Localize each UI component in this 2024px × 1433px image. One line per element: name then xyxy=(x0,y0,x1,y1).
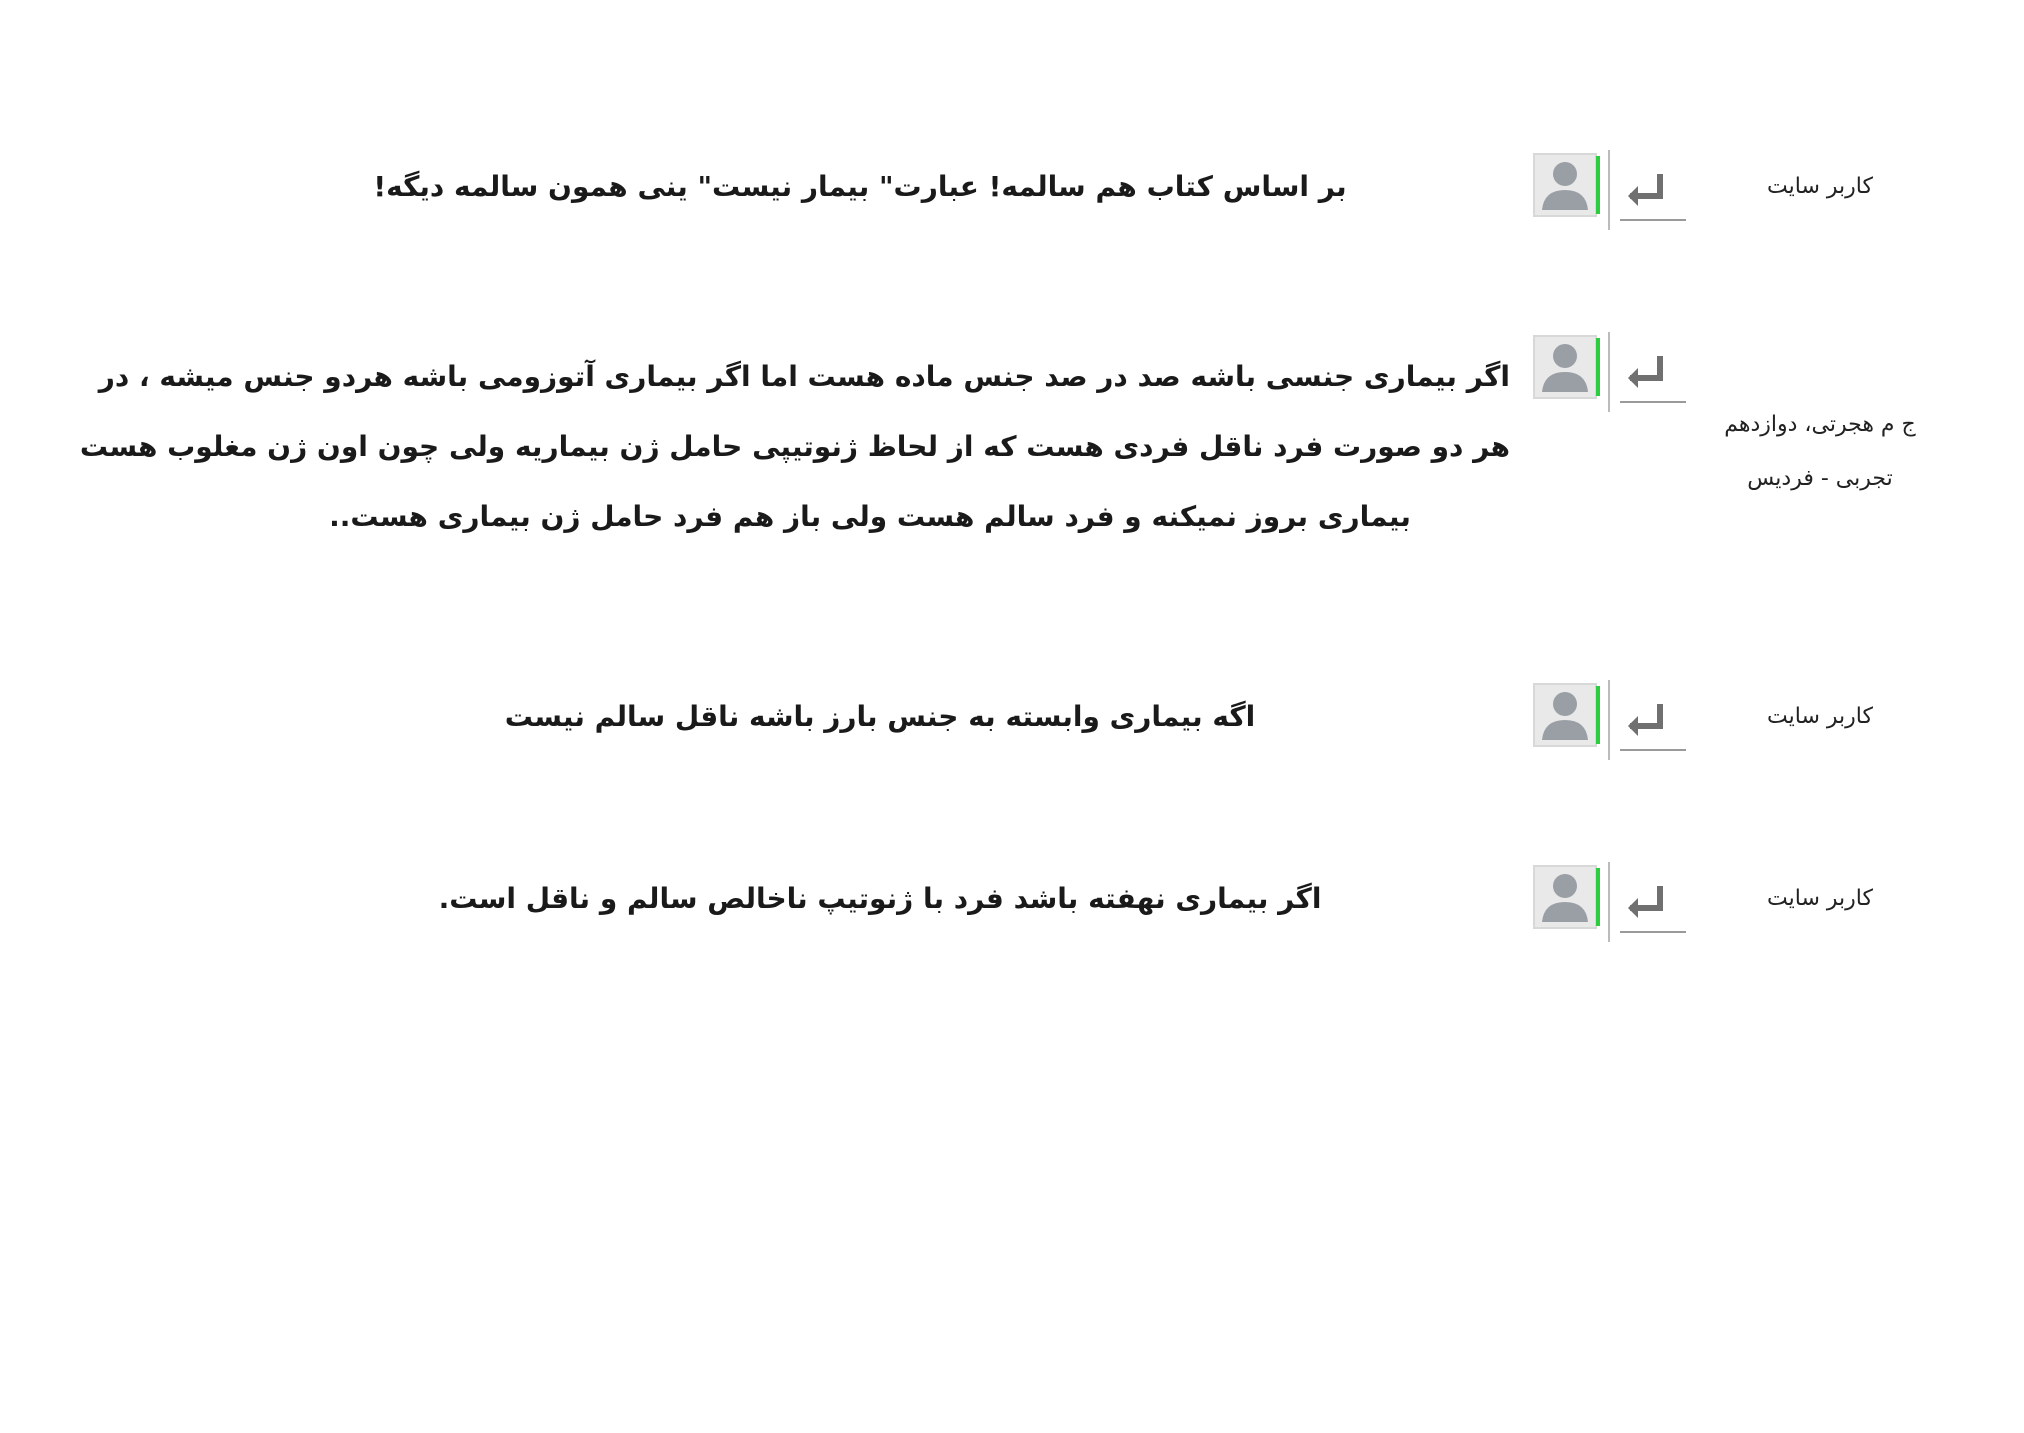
comment-text-line: هر دو صورت فرد ناقل فردی هست که از لحاظ ژنوتیپی حامل ژن بیماریه ولی چون اون ژن مغلوب هست xyxy=(79,430,1510,463)
comment-text-line: اگر بیماری جنسی باشه صد در صد جنس ماده هست اما اگر بیماری آتوزومی باشه هردو جنس میشه ، در xyxy=(98,360,1510,393)
avatar xyxy=(1530,150,1610,230)
comment-username: کاربر سایت xyxy=(1767,174,1873,199)
comment-text: اگر بیماری نهفته باشد فرد با ژنوتیپ ناخالص سالم و ناقل است. xyxy=(438,882,1322,915)
comment-username-line: تجربی - فردیس xyxy=(1747,466,1893,491)
comment-username-line: ج م هجرتی، دوازدهم xyxy=(1724,412,1916,437)
reply-icon[interactable] xyxy=(1620,340,1686,406)
reply-icon[interactable] xyxy=(1620,688,1686,754)
comment-username: کاربر سایت xyxy=(1767,886,1873,911)
avatar xyxy=(1530,862,1610,942)
comment-username xyxy=(1690,398,1950,506)
reply-icon[interactable] xyxy=(1620,158,1686,224)
avatar xyxy=(1530,332,1610,412)
comment-text: اگه بیماری وابسته به جنس بارز باشه ناقل سالم نیست xyxy=(504,700,1256,733)
comment-text-line: بیماری بروز نمیکنه و فرد سالم هست ولی باز هم فرد حامل ژن بیماری هست.. xyxy=(329,500,1411,533)
avatar xyxy=(1530,680,1610,760)
reply-icon[interactable] xyxy=(1620,870,1686,936)
comment-username: کاربر سایت xyxy=(1767,704,1873,729)
comment-text: بر اساس کتاب هم سالمه! عبارت" بیمار نیست" ینی همون سالمه دیگه! xyxy=(373,170,1347,203)
comment-text xyxy=(79,342,1510,552)
